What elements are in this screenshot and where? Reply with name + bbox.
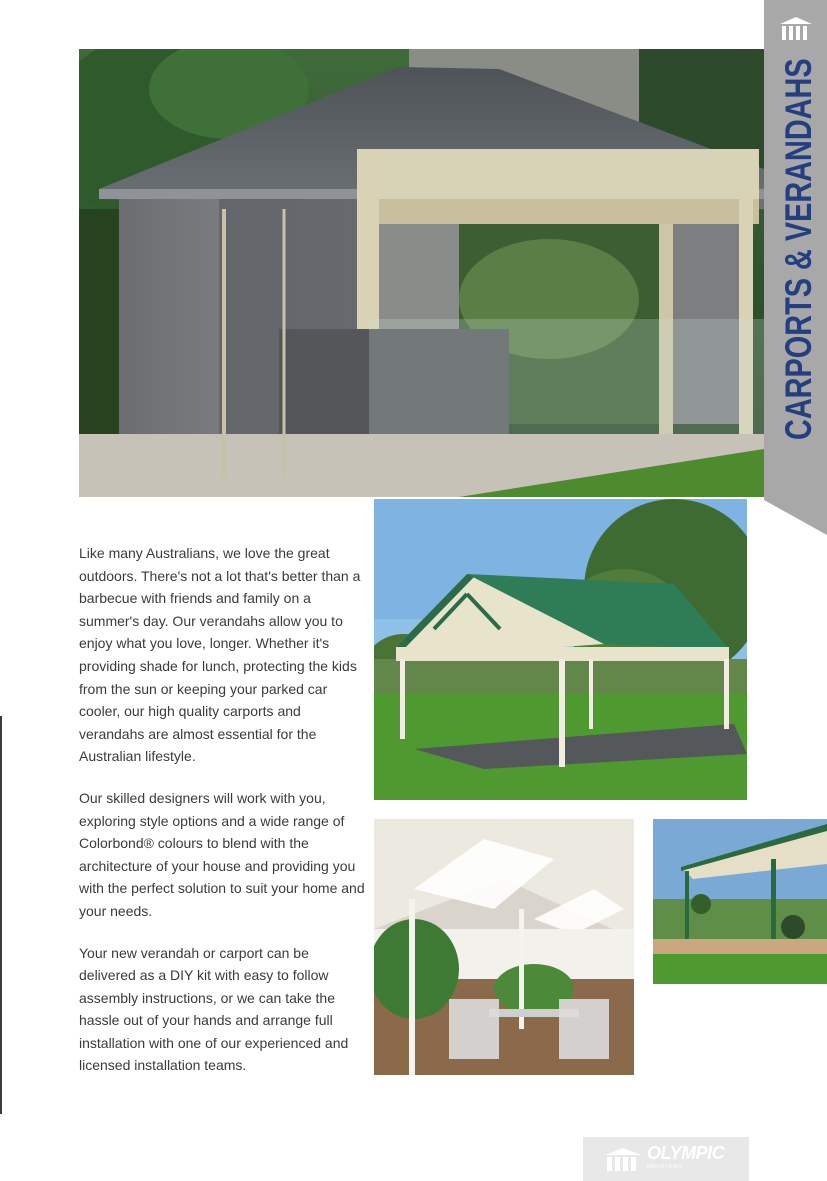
- gable-verandah-photo: [374, 499, 747, 800]
- olympic-building-icon: [776, 14, 816, 44]
- interior-verandah-photo: [374, 819, 634, 1075]
- body-paragraph-2: Our skilled designers will work with you, exploring style options and a wide range of Colorbond® colours to blend with the architecture of your house and providing you with the perfect solution to suit your home and your needs.: [79, 789, 365, 919]
- patio-verandah-photo: [653, 819, 827, 984]
- body-paragraph-1: Like many Australians, we love the great outdoors. There's not a lot that's better than a barbecue with friends and family on a summer's day. Our verandahs allow you to enjoy what you love, longer. Whether it's providing shade for lunch, protecting the kids from the sun or keeping your parked car cooler, our high quality carports and verandahs are almost essential for the Australian lifestyle.: [79, 545, 361, 765]
- olympic-building-icon: [603, 1147, 643, 1173]
- footer-logo: [583, 1137, 749, 1181]
- page-edge-rule: [0, 716, 2, 1114]
- section-title: CARPORTS & VERANDAHS: [778, 58, 819, 440]
- body-copy: [79, 542, 369, 1096]
- hero-photo-enclosed-verandah: [79, 49, 764, 497]
- footer-tagline: INDUSTRIES: [647, 1164, 683, 1170]
- footer-brand: OLYMPIC: [647, 1143, 725, 1163]
- body-paragraph-3: Your new verandah or carport can be delivered as a DIY kit with easy to follow assembly instructions, or we can take the hassle out of your hands and arrange full installation with one of our experienced and licensed installation teams.: [79, 944, 349, 1074]
